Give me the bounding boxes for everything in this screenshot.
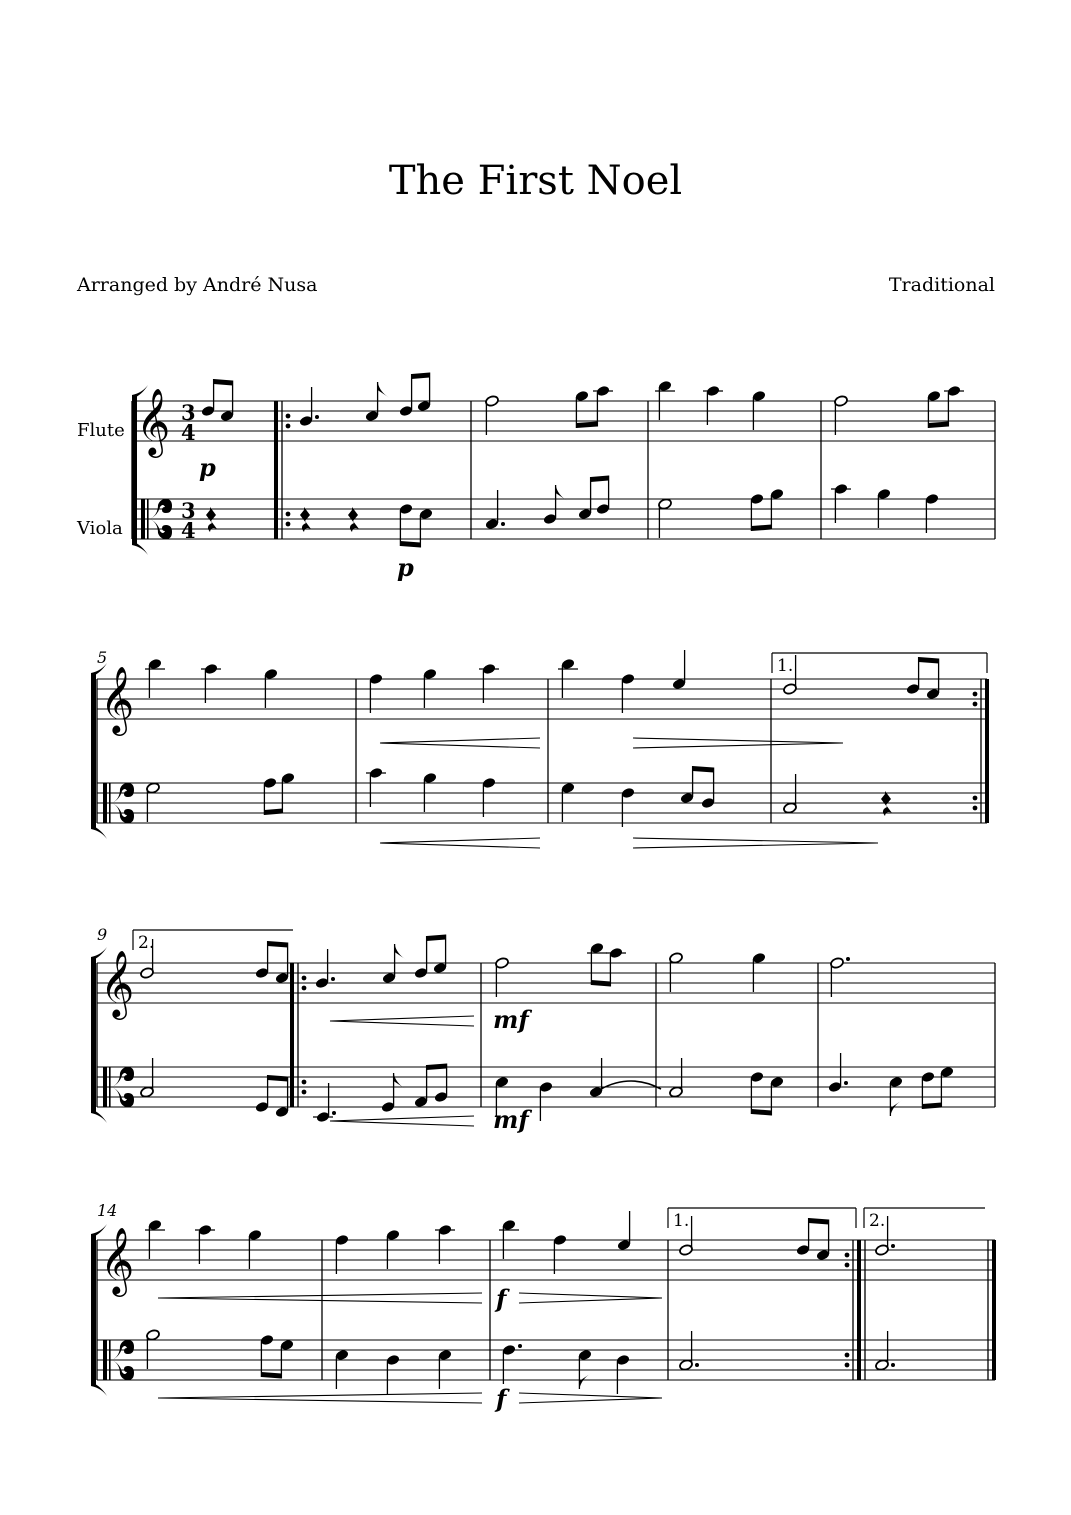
augmentation-dot xyxy=(518,1344,522,1348)
dynamic-mf: mf xyxy=(493,1005,529,1034)
instrument-name-flute: Flute xyxy=(77,420,125,441)
treble-clef-icon: 𝄞 xyxy=(100,1226,135,1294)
measure-number: 9 xyxy=(97,925,108,944)
repeat-dots-icon xyxy=(845,1253,850,1258)
beam xyxy=(268,941,288,948)
beam xyxy=(809,1218,829,1225)
volta-label: 1. xyxy=(777,656,794,676)
augmentation-dot xyxy=(695,1363,699,1367)
repeat-dots-icon xyxy=(302,1080,307,1085)
time-signature-upper: 3 xyxy=(181,498,196,523)
alto-clef-thin xyxy=(109,783,111,823)
dynamic-f: f xyxy=(496,1384,507,1413)
eighth-flag xyxy=(378,382,390,398)
augmentation-dot xyxy=(844,1081,848,1085)
beam xyxy=(427,1064,447,1071)
dynamic-p: p xyxy=(397,553,414,582)
beam xyxy=(576,422,597,429)
crescendo-hairpin xyxy=(158,1293,482,1298)
dynamic-f: f xyxy=(496,1284,507,1313)
beam xyxy=(928,422,948,429)
dynamic-mf: mf xyxy=(493,1105,529,1134)
time-signature-lower: 4 xyxy=(181,518,196,543)
dynamic-p: p xyxy=(199,453,216,482)
crescendo-hairpin xyxy=(158,1393,482,1398)
eighth-flag xyxy=(395,944,407,960)
crescendo-hairpin xyxy=(330,1116,474,1121)
beam xyxy=(751,1109,771,1116)
bracket-bottom-serif xyxy=(132,541,148,555)
system-bracket xyxy=(91,1234,96,1386)
repeat-dots-icon xyxy=(286,424,291,429)
augmentation-dot xyxy=(332,1111,336,1115)
diminuendo-hairpin xyxy=(519,1293,662,1298)
system-bracket xyxy=(91,957,96,1113)
alto-clef-thin xyxy=(109,1340,111,1380)
alto-clef-thick xyxy=(103,1067,107,1107)
augmentation-dot xyxy=(891,1363,895,1367)
instrument-name-viola: Viola xyxy=(77,518,123,539)
volta-label: 2. xyxy=(869,1211,886,1231)
beam xyxy=(261,1372,281,1379)
repeat-dots-icon xyxy=(973,702,978,707)
augmentation-dot xyxy=(331,977,335,981)
alto-clef-thin xyxy=(109,1067,111,1107)
repeat-dots-icon xyxy=(302,976,307,981)
repeat-dots-icon xyxy=(286,414,291,419)
crescendo-hairpin xyxy=(380,743,540,748)
repeat-dots-icon xyxy=(845,1263,850,1268)
augmentation-dot xyxy=(315,415,319,419)
augmentation-dot xyxy=(846,957,850,961)
measure-number: 14 xyxy=(97,1201,118,1220)
repeat-dots-icon xyxy=(286,512,291,517)
beam xyxy=(400,541,420,548)
augmentation-dot xyxy=(891,1244,895,1248)
measure-number: 5 xyxy=(97,648,108,667)
beam xyxy=(693,766,714,773)
system-bracket xyxy=(91,673,96,829)
crescendo-hairpin xyxy=(330,1016,474,1021)
beam xyxy=(412,373,430,380)
bracket-bottom-serif xyxy=(91,825,107,839)
beam xyxy=(591,476,609,483)
repeat-dots-icon xyxy=(845,1363,850,1368)
repeat-dots-icon xyxy=(973,692,978,697)
time-signature-lower: 4 xyxy=(181,420,196,445)
crescendo-hairpin xyxy=(158,1298,482,1303)
volta-label: 1. xyxy=(673,1211,690,1231)
treble-clef-icon: 𝄞 xyxy=(136,387,171,455)
crescendo-hairpin xyxy=(380,838,540,843)
crescendo-hairpin xyxy=(380,843,540,848)
repeat-dots-icon xyxy=(845,1353,850,1358)
bracket-bottom-serif xyxy=(91,1382,107,1396)
arranger-credit: Arranged by André Nusa xyxy=(77,274,318,296)
alto-clef-thick xyxy=(103,1340,107,1380)
alto-clef-thin xyxy=(147,499,149,539)
crescendo-hairpin xyxy=(330,1021,474,1026)
composer-credit: Traditional xyxy=(888,274,995,296)
diminuendo-hairpin xyxy=(519,1393,662,1398)
repeat-dots-icon xyxy=(302,986,307,991)
diminuendo-hairpin xyxy=(519,1398,662,1403)
alto-clef-thick xyxy=(103,783,107,823)
eighth-flag xyxy=(890,1100,902,1116)
beam xyxy=(922,1103,941,1110)
beam xyxy=(751,525,771,532)
diminuendo-hairpin xyxy=(633,843,878,848)
volta-label: 2. xyxy=(138,933,155,953)
bracket-bottom-serif xyxy=(91,1109,107,1123)
diminuendo-hairpin xyxy=(633,838,878,843)
diminuendo-hairpin xyxy=(633,738,843,743)
eighth-flag xyxy=(579,1373,591,1389)
beam xyxy=(591,980,610,987)
repeat-dots-icon xyxy=(973,796,978,801)
augmentation-dot xyxy=(501,522,505,526)
crescendo-hairpin xyxy=(330,1121,474,1126)
time-signature-upper: 3 xyxy=(181,400,196,425)
diminuendo-hairpin xyxy=(633,743,843,748)
beam xyxy=(919,657,939,664)
repeat-dots-icon xyxy=(302,1090,307,1095)
beam xyxy=(427,935,446,942)
treble-clef-icon: 𝄞 xyxy=(100,665,135,733)
alto-clef-thick xyxy=(141,499,145,539)
treble-clef-icon: 𝄞 xyxy=(100,949,135,1017)
crescendo-hairpin xyxy=(380,738,540,743)
diminuendo-hairpin xyxy=(519,1298,662,1303)
crescendo-hairpin xyxy=(158,1398,482,1403)
tie xyxy=(601,1081,661,1089)
repeat-dots-icon xyxy=(286,522,291,527)
repeat-dots-icon xyxy=(973,806,978,811)
beam xyxy=(268,1075,288,1082)
page-title: The First Noel xyxy=(388,158,683,204)
beam xyxy=(214,379,233,386)
beam xyxy=(264,809,282,816)
